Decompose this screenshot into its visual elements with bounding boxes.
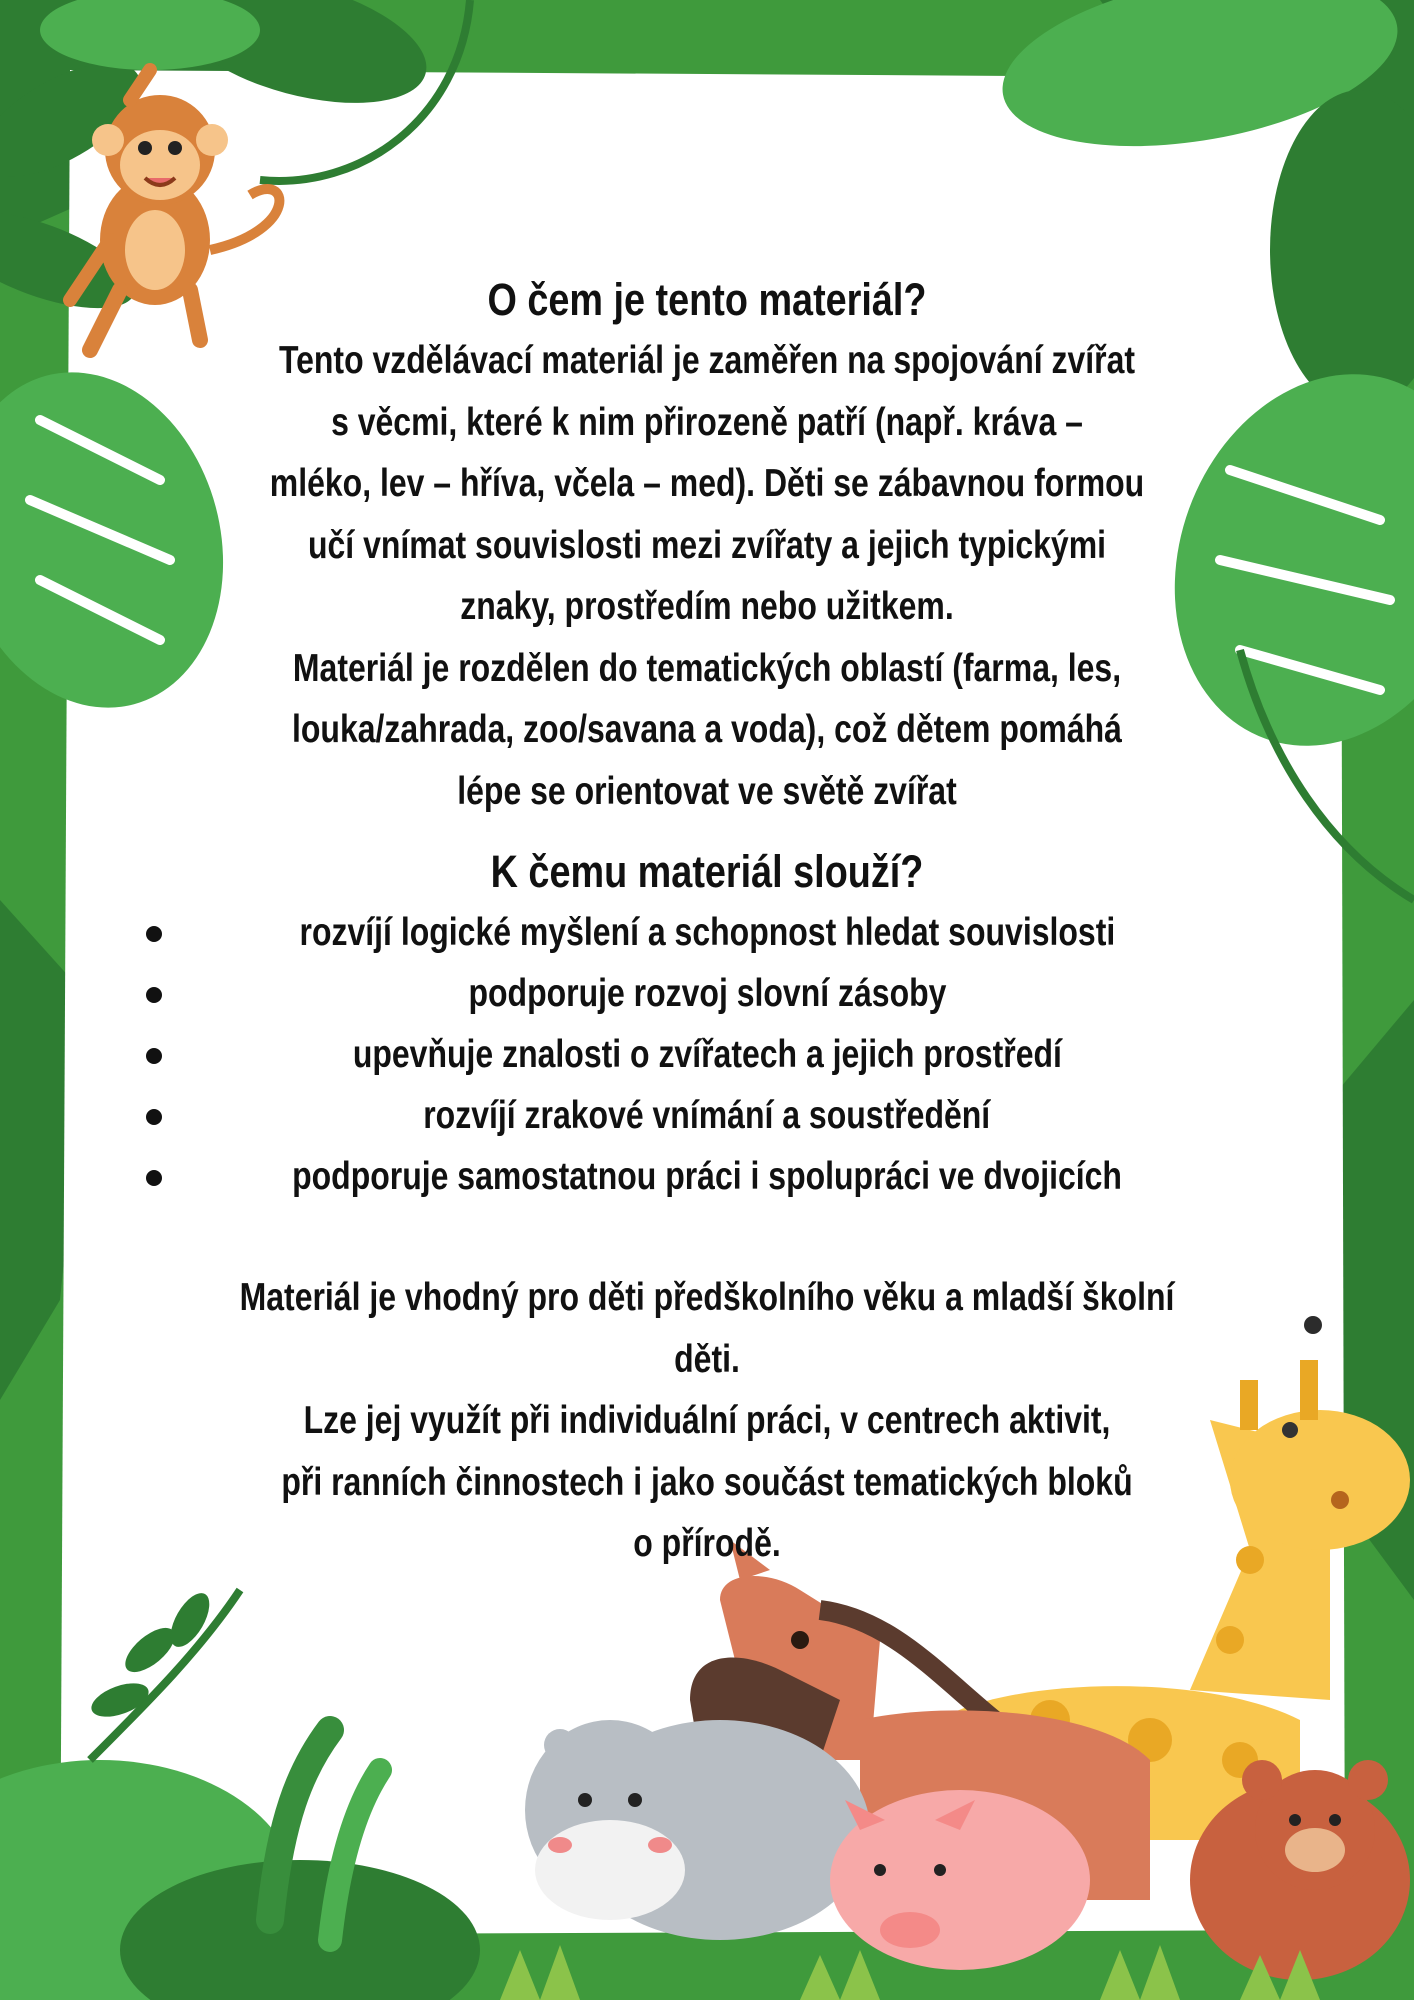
paragraph-suitability: Materiál je vhodný pro děti předškolního věku a mladší školní děti. bbox=[239, 1276, 1175, 1381]
pig-illustration bbox=[830, 1790, 1090, 1970]
list-item: rozvíjí zrakové vnímání a soustředění bbox=[120, 1085, 1294, 1146]
main-content bbox=[120, 270, 1294, 1575]
list-item: rozvíjí logické myšlení a schopnost hledat souvislosti bbox=[120, 902, 1294, 963]
purpose-list bbox=[120, 902, 1294, 1207]
heading-about: O čem je tento materiál? bbox=[487, 274, 927, 325]
bullet-dot-stray bbox=[1304, 1316, 1322, 1334]
list-item: podporuje samostatnou práci i spolupráci ve dvojicích bbox=[120, 1146, 1294, 1207]
bullet-icon bbox=[146, 926, 162, 942]
paragraph-about-1: Tento vzdělávací materiál je zaměřen na spojování zvířat s věcmi, které k nim přirozeně patří (např. kráva – mléko, lev – hříva, včela – med). Děti se zábavnou formou učí vnímat souvislosti mezi zvířaty a jejich typickými znaky, prostředím nebo užitkem. bbox=[269, 339, 1145, 628]
bullet-icon bbox=[146, 1170, 162, 1186]
list-item: podporuje rozvoj slovní zásoby bbox=[120, 963, 1294, 1024]
paragraph-usage: Lze jej využít při individuální práci, v centrech aktivit, při ranních činnostech i jako součást tematických bloků o přírodě. bbox=[281, 1399, 1133, 1565]
hippo-illustration bbox=[525, 1720, 870, 1940]
bullet-icon bbox=[146, 1109, 162, 1125]
bullet-icon bbox=[146, 987, 162, 1003]
paragraph-about-2: Materiál je rozdělen do tematických oblastí (farma, les, louka/zahrada, zoo/savana a voda), což dětem pomáhá lépe se orientovat ve světě zvířat bbox=[292, 646, 1122, 813]
heading-purpose: K čemu materiál slouží? bbox=[490, 846, 924, 897]
list-item: upevňuje znalosti o zvířatech a jejich prostředí bbox=[120, 1024, 1294, 1085]
bullet-icon bbox=[146, 1048, 162, 1064]
